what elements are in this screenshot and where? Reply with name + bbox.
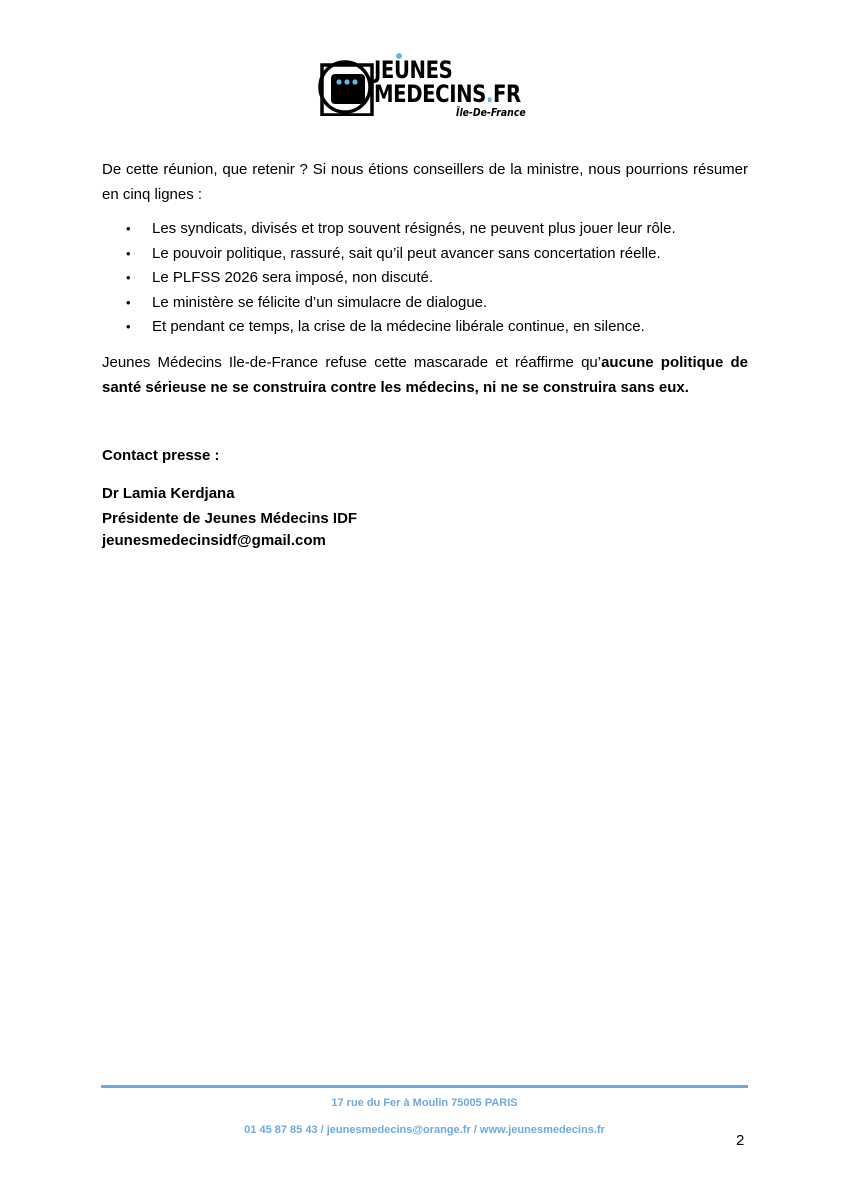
list-item — [102, 315, 748, 340]
contact-role: Présidente de Jeunes Médecins IDF — [102, 510, 358, 527]
jeunes-medecins-logo — [318, 52, 538, 124]
closing-paragraph — [102, 350, 748, 400]
bullet-icon: • — [126, 245, 131, 261]
footer-divider — [101, 1085, 748, 1088]
list-item-text: Les syndicats, divisés et trop souvent résignés, ne peuvent plus jouer leur rôle. — [152, 220, 676, 237]
closing-plain-text: Jeunes Médecins Ile-de-France refuse cette mascarade et réaffirme qu’ — [102, 353, 602, 371]
logo-text-medecins: MEDECINS — [374, 80, 486, 108]
list-item-text: Le pouvoir politique, rassuré, sait qu’il peut avancer sans concertation réelle. — [152, 244, 661, 262]
footer-contact-line: 01 45 87 85 43 / jeunesmedecins@orange.fr / www.jeunesmedecins.fr — [244, 1124, 605, 1136]
logo-text-line1: JEUNES — [374, 56, 453, 84]
intro-paragraph: De cette réunion, que retenir ? Si nous étions conseillers de la ministre, nous pourrions résumer en cinq lignes : — [102, 161, 748, 203]
list-item — [102, 217, 748, 242]
list-item-text: Le PLFSS 2026 sera imposé, non discuté. — [152, 269, 434, 287]
body-content — [102, 157, 748, 400]
bullet-list — [102, 217, 748, 340]
logo-subtitle: Île-De-France — [456, 106, 526, 119]
logo-text-tld: FR — [493, 80, 521, 108]
closing-bold-text: aucune politique de santé sérieuse ne se construira contre les médecins, ni ne se construira sans eux. — [102, 353, 748, 396]
bullet-icon: • — [126, 319, 131, 335]
list-item-text: Le ministère se félicite d’un simulacre de dialogue. — [152, 293, 488, 311]
logo-chat-bubble-icon — [318, 56, 376, 116]
contact-signature — [102, 483, 748, 552]
contact-name: Dr Lamia Kerdjana — [102, 485, 235, 502]
list-item — [102, 242, 748, 267]
contact-email: jeunesmedecinsidf@gmail.com — [102, 532, 326, 549]
list-item — [102, 266, 748, 291]
list-item-text: Et pendant ce temps, la crise de la médecine libérale continue, en silence. — [152, 318, 645, 336]
footer-address: 17 rue du Fer à Moulin 75005 PARIS — [331, 1097, 518, 1109]
logo-text-line2 — [374, 82, 521, 106]
logo-text-dot: . — [485, 80, 494, 108]
contact-title: Contact presse : — [102, 447, 220, 464]
bullet-icon: • — [126, 270, 131, 286]
bullet-icon: • — [126, 294, 131, 310]
page-number: 2 — [736, 1132, 745, 1149]
list-item — [102, 291, 748, 316]
bullet-icon: • — [126, 221, 131, 236]
